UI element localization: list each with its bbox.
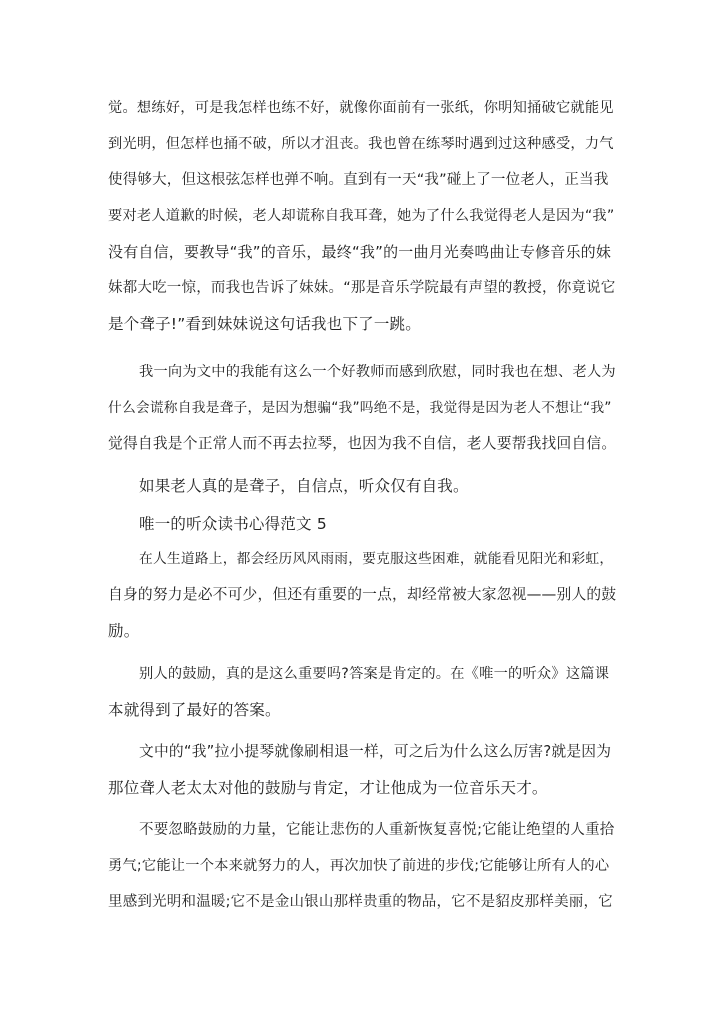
document-body bbox=[108, 0, 616, 1017]
paragraph-7-line-2: 那位聋人老太太对他的鼓励与肯定，才让他成为一位音乐天才。 bbox=[108, 779, 548, 797]
paragraph-5-line-2: 自身的努力是必不可少，但还有重要的一点，却经常被大家忽视——别人的鼓 bbox=[108, 586, 617, 603]
paragraph-1-line-6: 妹都大吃一惊，而我也告诉了妹妹。“那是音乐学院最有声望的教授，你竟说它 bbox=[108, 280, 616, 296]
paragraph-5-line-3: 励。 bbox=[108, 622, 140, 640]
paragraph-2-line-3: 觉得自我是个正常人而不再去拉琴，也因为我不自信，老人要帮我找回自信。 bbox=[108, 435, 617, 452]
paragraph-1-line-1: 觉。想练好，可是我怎样也练不好，就像你面前有一张纸，你明知捅破它就能见 bbox=[108, 100, 614, 116]
paragraph-1-line-5: 没有自信，要教导“我”的音乐，最终“我”的一曲月光奏鸣曲让专修音乐的妹 bbox=[108, 243, 612, 261]
paragraph-2-line-2: 什么会谎称自我是聋子，是因为想骗“我”吗绝不是，我觉得是因为老人不想让“我” bbox=[108, 400, 612, 416]
section-heading: 唯一的听众读书心得范文 5 bbox=[139, 515, 327, 533]
paragraph-1-line-4: 要对老人道歉的时候，老人却谎称自我耳聋，她为了什么我觉得老人是因为“我” bbox=[108, 208, 615, 224]
paragraph-7-line-1: 文中的“我”拉小提琴就像刷相退一样，可之后为什么这么厉害?就是因为 bbox=[139, 743, 612, 760]
paragraph-8-line-1: 不要忽略鼓励的力量，它能让悲伤的人重新恢复喜悦;它能让绝望的人重拾 bbox=[139, 822, 615, 838]
paragraph-1-line-7: 是个聋子!”看到妹妹说这句话我也下了一跳。 bbox=[108, 315, 421, 333]
paragraph-2-line-1: 我一向为文中的我能有这么一个好教师而感到欣慰，同时我也在想、老人为 bbox=[139, 364, 616, 380]
paragraph-6-line-1: 别人的鼓励，真的是这么重要吗?答案是肯定的。在《唯一的听众》这篇课 bbox=[139, 666, 610, 682]
paragraph-3-line-1: 如果老人真的是聋子，自信点，听众仅有自我。 bbox=[139, 477, 469, 495]
paragraph-1-line-3: 使得够大，但这根弦怎样也弹不响。直到有一天“我”碰上了一位老人，正当我 bbox=[108, 172, 609, 188]
paragraph-6-line-2: 本就得到了最好的答案。 bbox=[108, 701, 281, 719]
paragraph-1-line-2: 到光明，但怎样也捅不破，所以才沮丧。我也曾在练琴时遇到过这种感受，力气 bbox=[108, 136, 614, 152]
paragraph-5-line-1: 在人生道路上，都会经历风风雨雨，要克服这些困难，就能看见阳光和彩虹， bbox=[139, 551, 614, 567]
paragraph-8-line-2: 勇气;它能让一个本来就努力的人，再次加快了前进的步伐;它能够让所有人的心 bbox=[108, 858, 610, 874]
paragraph-8-line-3: 里感到光明和温暖;它不是金山银山那样贵重的物品，它不是貂皮那样美丽，它 bbox=[108, 894, 613, 910]
